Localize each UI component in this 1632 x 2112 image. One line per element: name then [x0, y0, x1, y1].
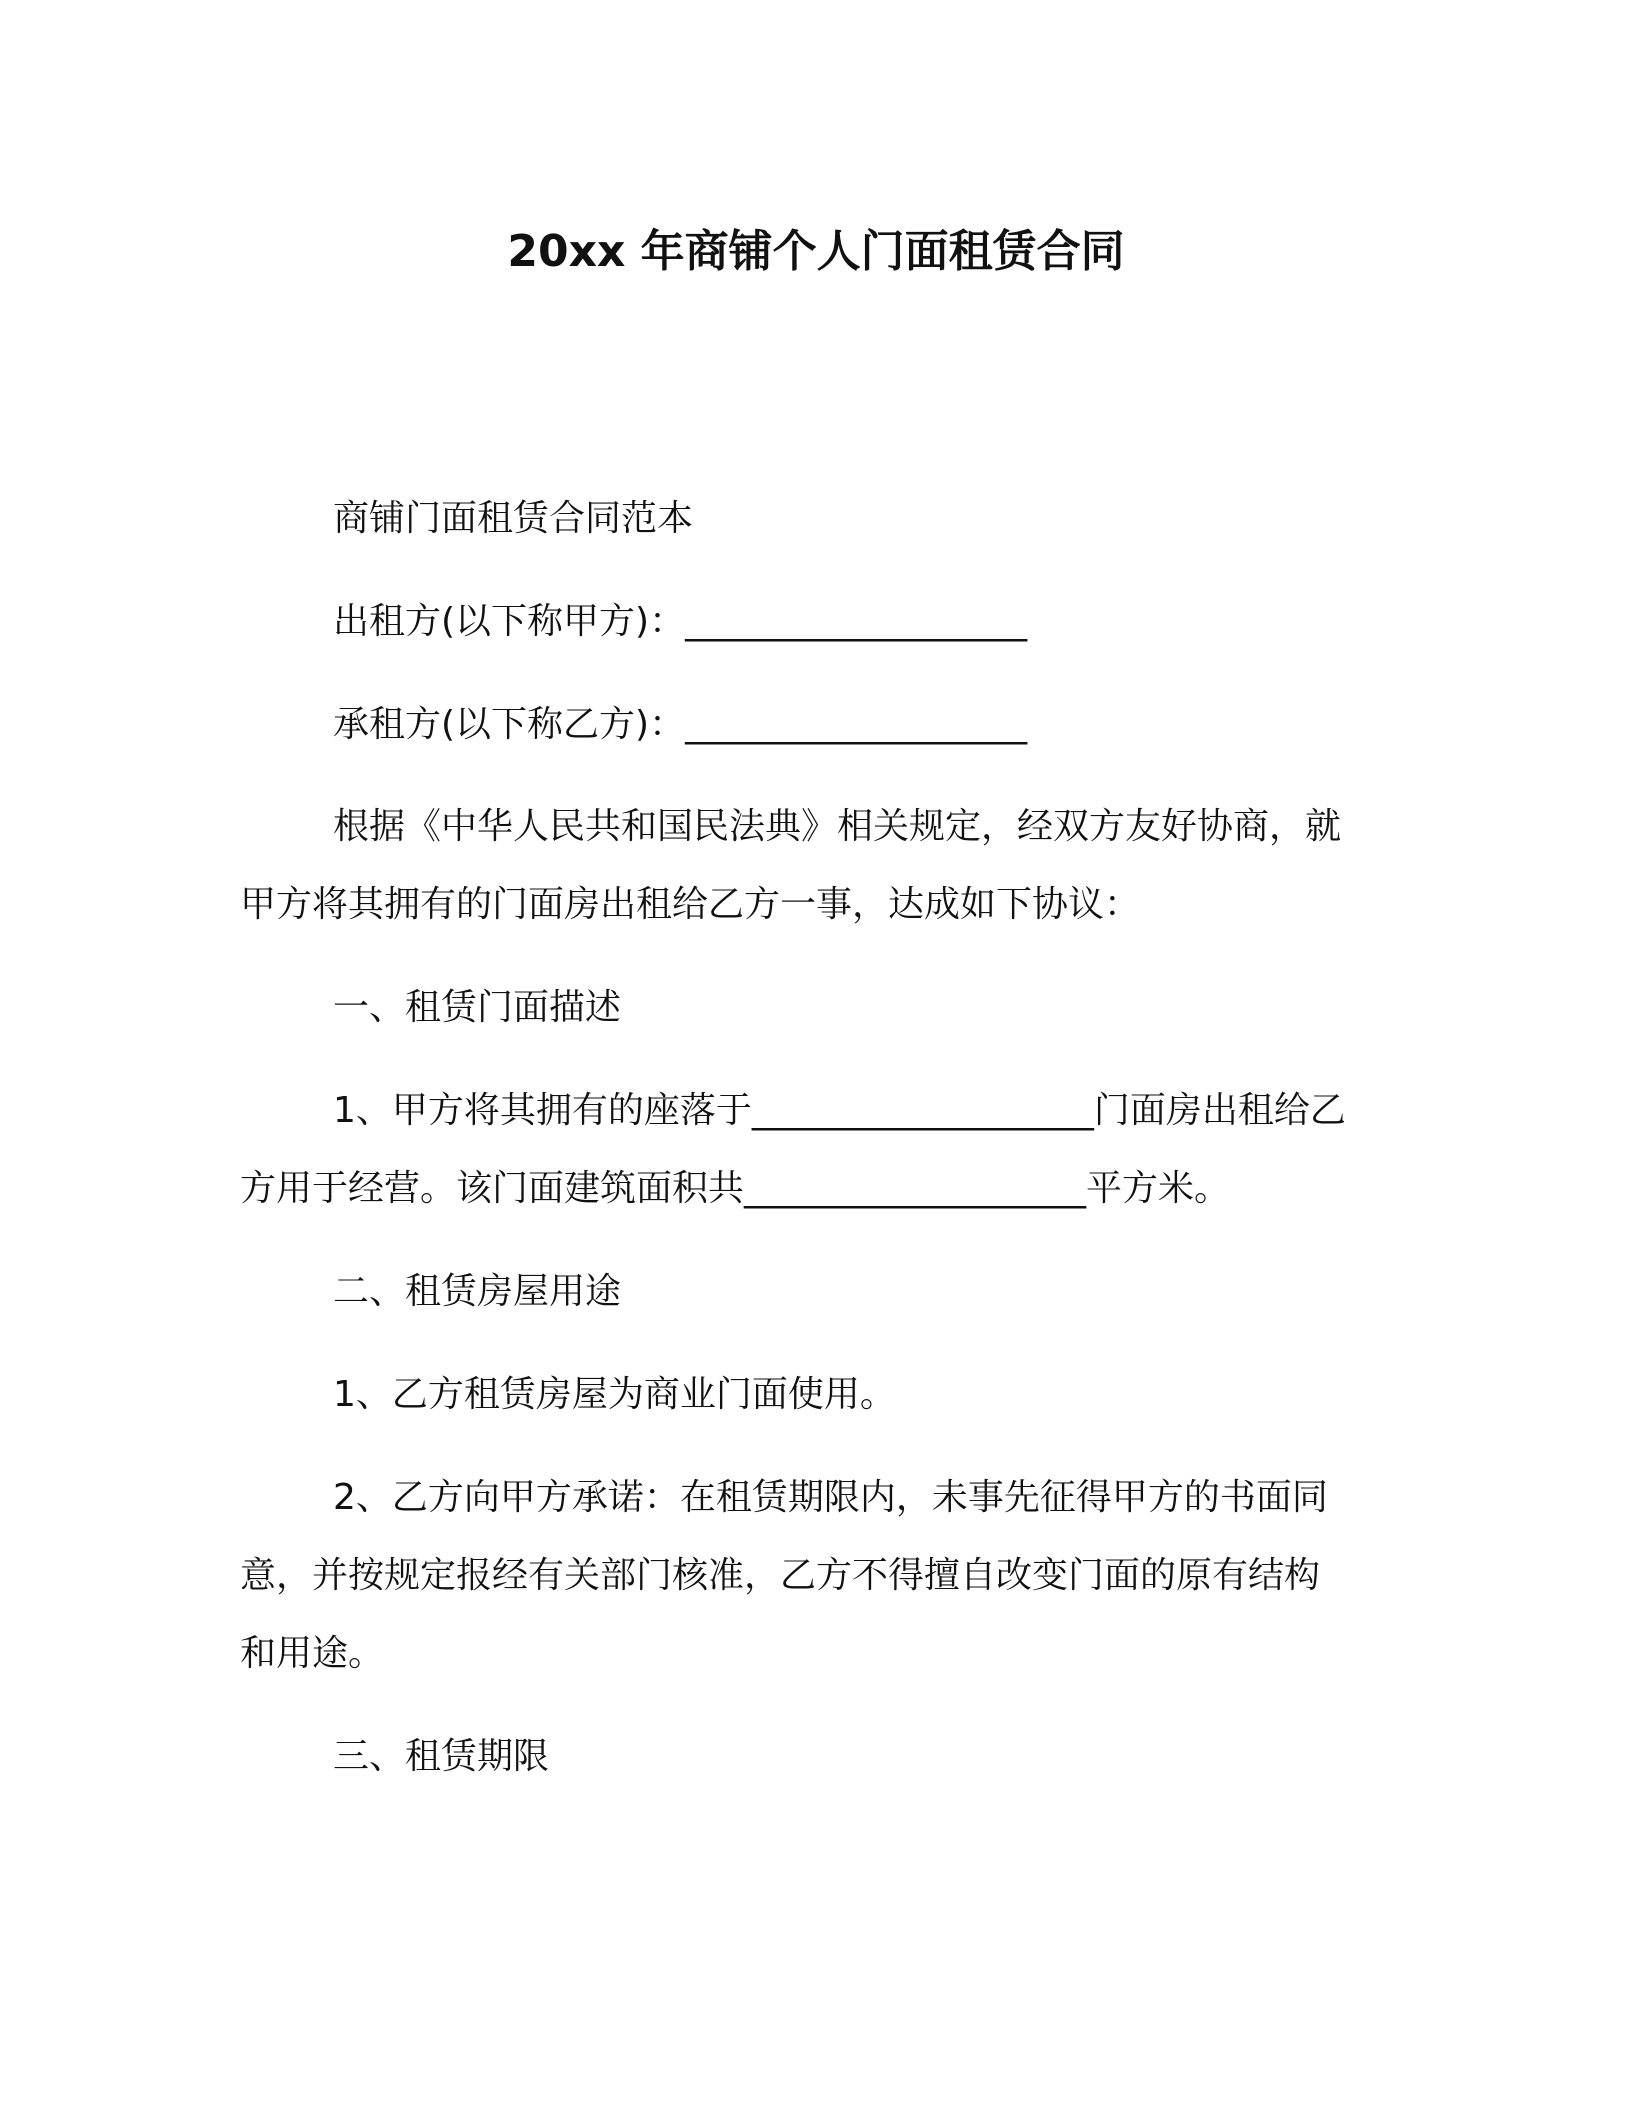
preamble-line-1: 根据《中华人民共和国民法典》相关规定，经双方友好协商，就 — [333, 806, 1342, 847]
clause-2-1: 1、乙方租赁房屋为商业门面使用。 — [333, 1374, 896, 1415]
section-heading-1: 一、租赁门面描述 — [333, 987, 622, 1028]
document-title: 20xx 年商铺个人门面租赁合同 — [507, 226, 1125, 277]
clause-2-2-line-3: 和用途。 — [240, 1633, 385, 1674]
preamble-line-2: 甲方将其拥有的门面房出租给乙方一事，达成如下协议： — [240, 884, 1141, 925]
clause-1-1-line-2: 方用于经营。该门面建筑面积共___________________平方米。 — [240, 1168, 1231, 1209]
clause-2-2-line-1: 2、乙方向甲方承诺：在租赁期限内，未事先征得甲方的书面同 — [333, 1477, 1328, 1518]
lessee-line: 承租方(以下称乙方)：___________________ — [333, 704, 1028, 745]
section-heading-3: 三、租赁期限 — [333, 1736, 550, 1777]
subtitle: 商铺门面租赁合同范本 — [333, 498, 694, 539]
section-heading-2: 二、租赁房屋用途 — [333, 1271, 622, 1312]
clause-1-1-line-1: 1、甲方将其拥有的座落于___________________门面房出租给乙 — [333, 1090, 1346, 1131]
clause-2-2-line-2: 意，并按规定报经有关部门核准，乙方不得擅自改变门面的原有结构 — [240, 1555, 1321, 1596]
lessor-line: 出租方(以下称甲方)：___________________ — [333, 601, 1028, 642]
